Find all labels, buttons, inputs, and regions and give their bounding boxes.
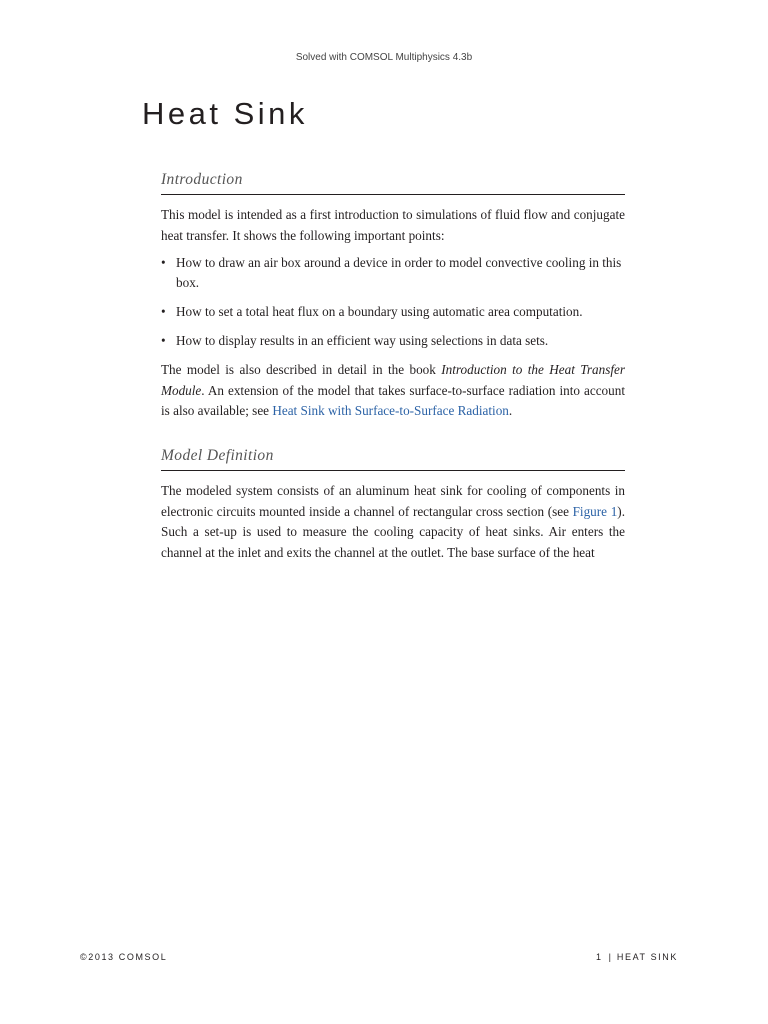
introduction-closing-paragraph bbox=[161, 360, 625, 422]
figure-1-link[interactable]: Figure 1 bbox=[572, 503, 618, 519]
bullet-item: • How to set a total heat flux on a boundary using automatic area computation. bbox=[161, 302, 625, 322]
introduction-section bbox=[161, 171, 625, 429]
header-note: Solved with COMSOL Multiphysics 4.3b bbox=[295, 52, 473, 63]
running-title: HEAT SINK bbox=[616, 952, 678, 962]
closing-end-text: . bbox=[508, 403, 513, 418]
model-definition-heading: Model Definition bbox=[161, 447, 625, 471]
model-definition-section bbox=[161, 447, 625, 570]
document-title: Heat Sink bbox=[142, 96, 308, 131]
closing-lead-text: The model is also described in detail in the book bbox=[161, 362, 442, 377]
bullet-item: • How to display results in an efficient way using selections in data sets. bbox=[161, 331, 625, 351]
footer-copyright: ©2013 COMSOL bbox=[80, 952, 168, 962]
closing-middle-text: . An extension of the model that takes surface-to-surface radiation into account is also available; see bbox=[161, 382, 625, 418]
book-title: Introduction to the Heat Transfer Module bbox=[161, 362, 625, 398]
introduction-bullet-list bbox=[161, 253, 625, 351]
page-number: 1 bbox=[595, 952, 603, 962]
introduction-heading: Introduction bbox=[161, 171, 625, 195]
footer-page-info bbox=[596, 952, 678, 962]
model-definition-tail-text: ). Such a set-up is used to measure the cooling capacity of heat sinks. Air enters the channel at the inlet and exits the channel at the outlet. The base surface of the heat bbox=[161, 503, 625, 560]
model-definition-paragraph bbox=[161, 481, 625, 563]
footer-separator: | bbox=[608, 952, 611, 962]
bullet-item: • How to draw an air box around a device in order to model convective cooling in this box. bbox=[161, 253, 625, 293]
model-definition-lead-text: The modeled system consists of an aluminum heat sink for cooling of components in electronic circuits mounted inside a channel of rectangular cross section (see bbox=[161, 483, 625, 519]
introduction-paragraph: This model is intended as a first introduction to simulations of fluid flow and conjugate heat transfer. It shows the following important points: bbox=[161, 207, 625, 243]
radiation-model-link[interactable]: Heat Sink with Surface-to-Surface Radiation bbox=[272, 403, 509, 418]
